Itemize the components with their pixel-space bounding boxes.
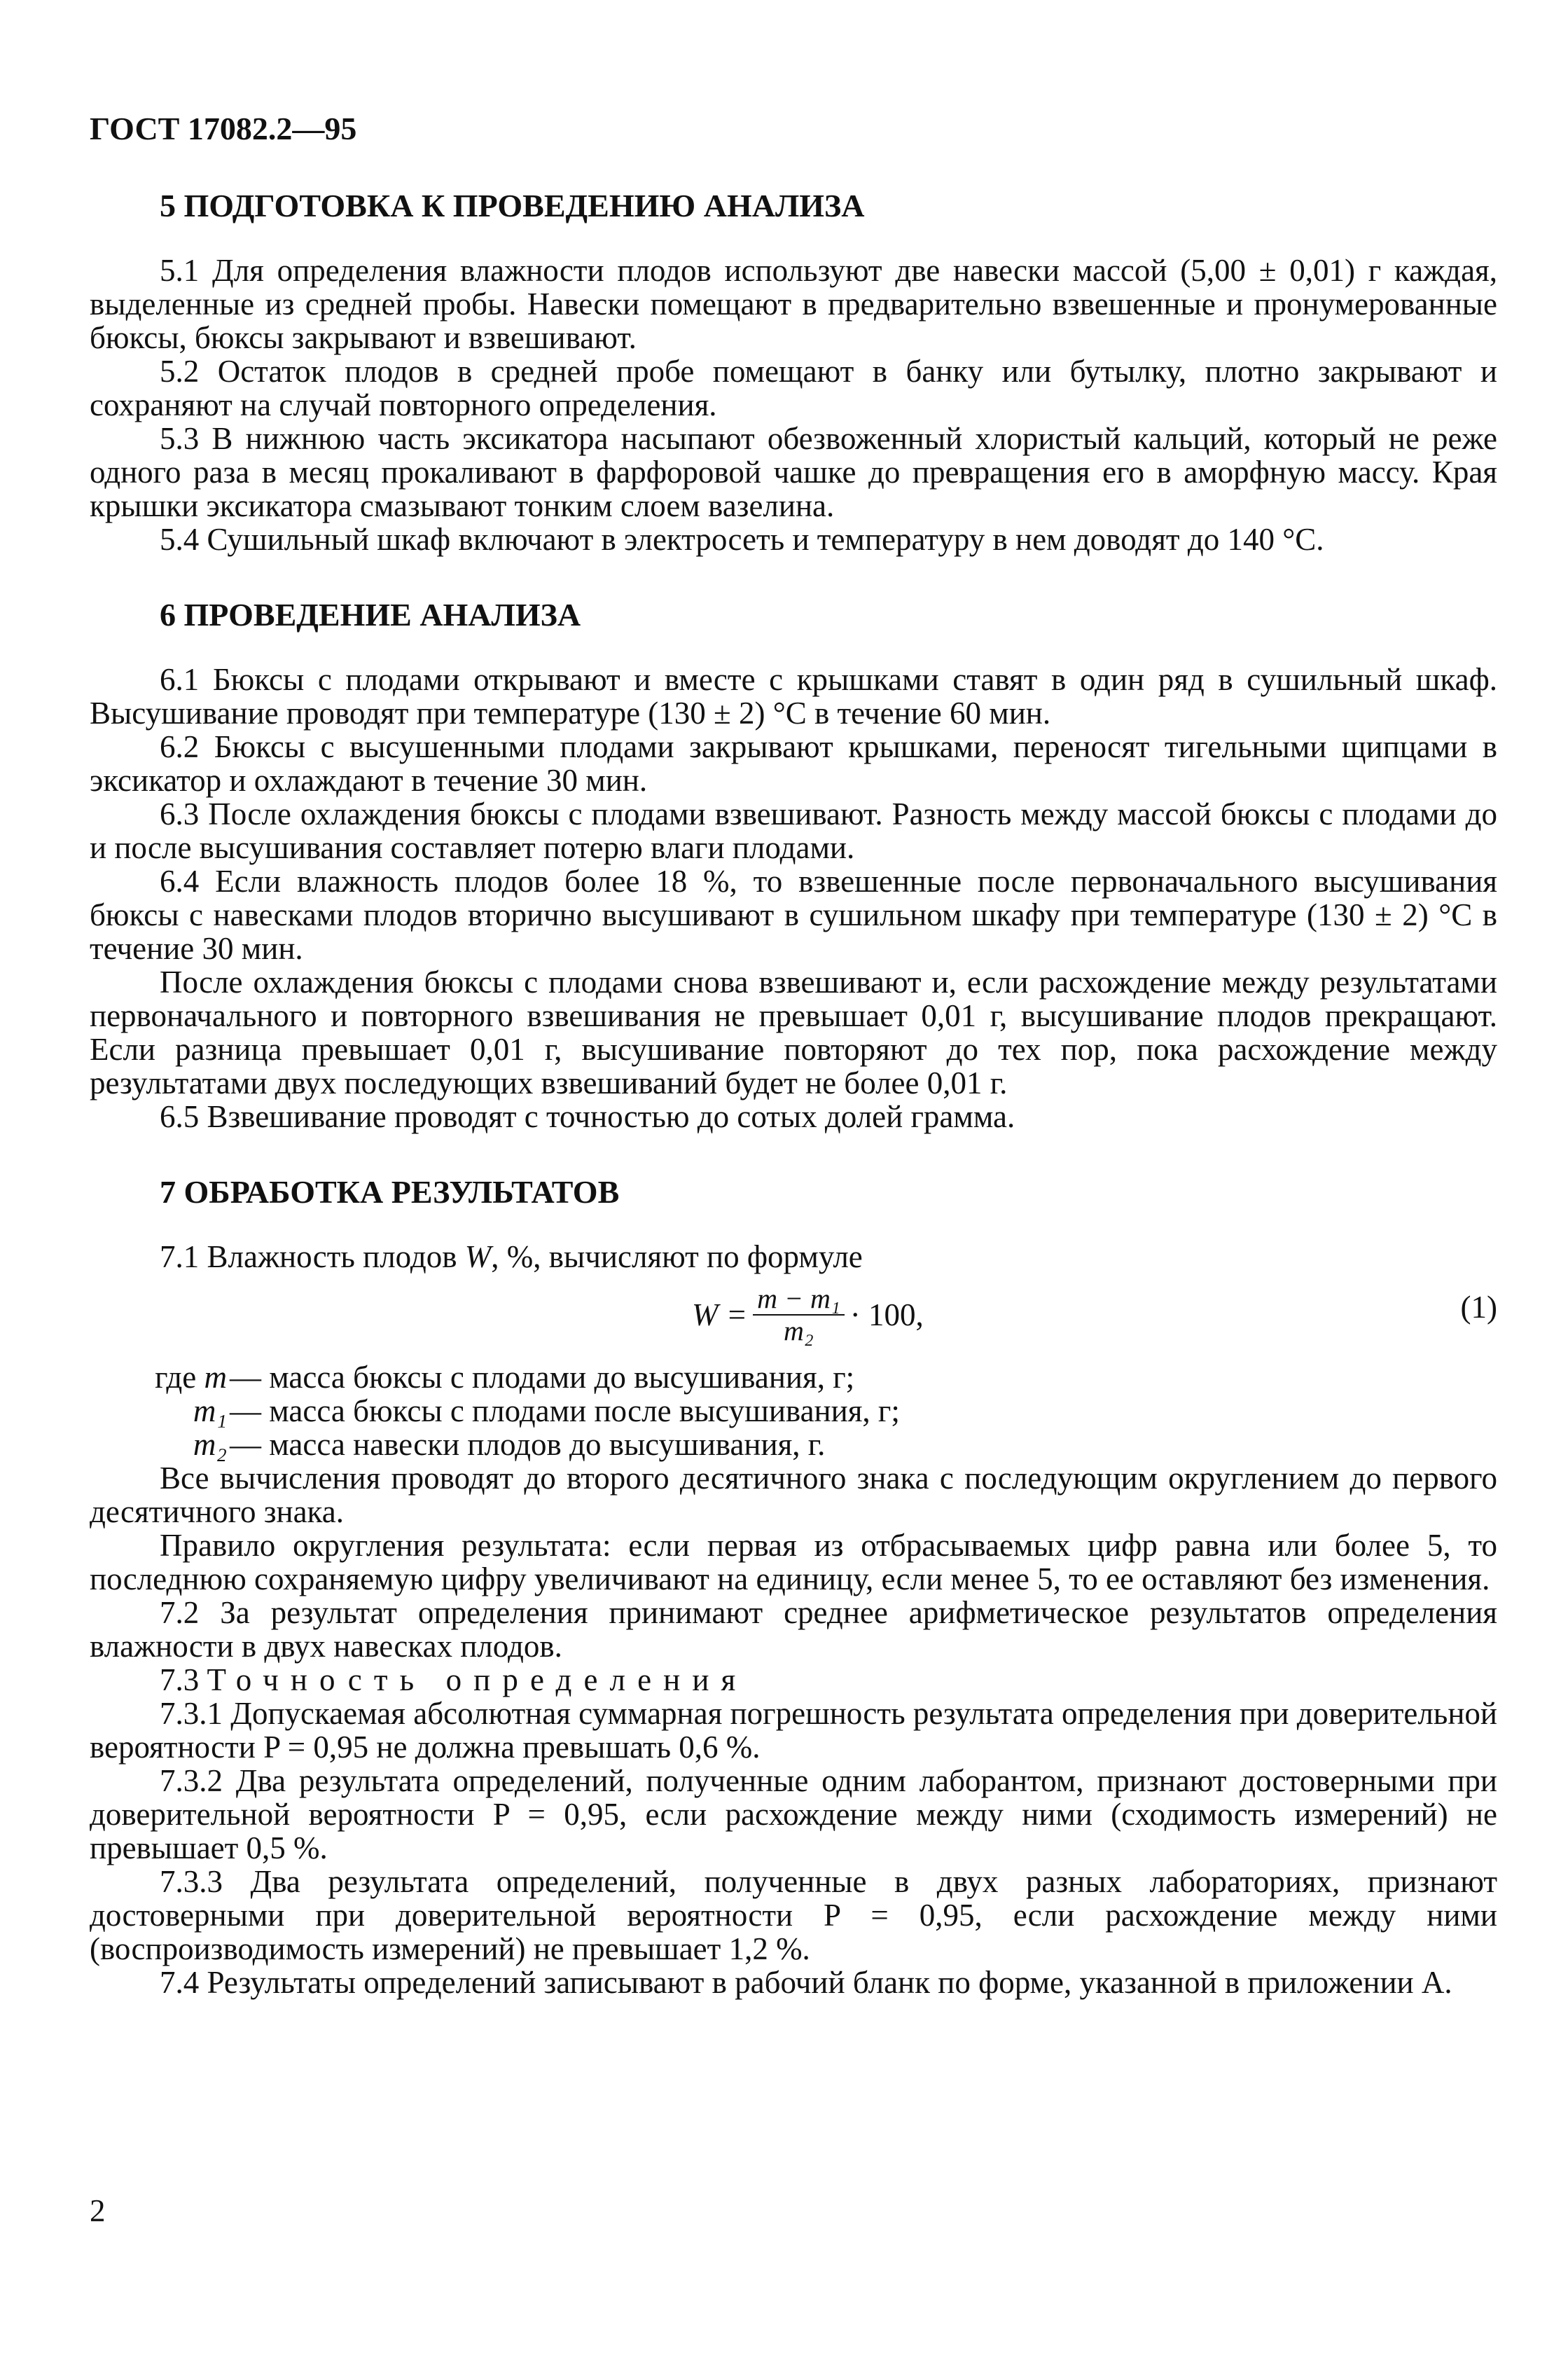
- paragraph-6-4: 6.4 Если влажность плодов более 18 %, то взвешенные после первоначального высушивания бюксы с навесками плодов вторично высушивают в сушильном шкафу при температуре (130 ± 2) °С в течение 30 мин.: [90, 864, 1497, 966]
- paragraph-6-2: 6.2 Бюксы с высушенными плодами закрывают крышками, переносят тигельными щипцами в эксикатор и охлаждают в течение 30 мин.: [90, 729, 1497, 798]
- formula-definitions: [90, 1360, 1497, 1461]
- definition-prefix: где: [155, 1360, 204, 1395]
- p71-pre: 7.1 Влажность плодов: [160, 1239, 465, 1274]
- definition-m: [90, 1360, 1497, 1394]
- definition-m1: [90, 1394, 1497, 1428]
- document-page: [90, 112, 1497, 1999]
- definition-text: — масса бюксы с плодами до высушивания, г;: [230, 1360, 855, 1395]
- definition-symbol: m: [204, 1360, 227, 1395]
- paragraph-7-3-3: 7.3.3 Два результата определений, полученные в двух разных лабораториях, признают достоверными при доверительной вероятности P = 0,95, если расхождение между ними (воспроизводимость измерений) не превышает 1,2 %.: [90, 1864, 1497, 1966]
- paragraph-6-4-cont: После охлаждения бюксы с плодами снова взвешивают и, если расхождение между результатами первоначального и повторного взвешивания не превышает 0,01 г, высушивание плодов прекращают. Если разница превышает 0,01 г, высушивание повторяют до тех пор, пока расхождение между результатами двух последующих взвешиваний будет не более 0,01 г.: [90, 965, 1497, 1100]
- p73-number: 7.3: [160, 1662, 207, 1697]
- paragraph-6-5: 6.5 Взвешивание проводят с точностью до сотых долей грамма.: [160, 1099, 1015, 1134]
- section-6-title: 6 ПРОВЕДЕНИЕ АНАЛИЗА: [160, 597, 581, 633]
- formula-fraction: [753, 1283, 845, 1346]
- formula-lhs: W =: [692, 1297, 748, 1332]
- definition-symbol: m₁: [193, 1393, 227, 1428]
- definition-text: — масса бюксы с плодами после высушивания, г;: [230, 1393, 900, 1428]
- paragraph-6-3: 6.3 После охлаждения бюксы с плодами взвешивают. Разность между массой бюксы с плодами до и после высушивания составляет потерю влаги плодами.: [90, 796, 1497, 865]
- formula-rest: · 100,: [849, 1297, 924, 1332]
- p73-title: Точность определения: [207, 1662, 748, 1697]
- paragraph-5-2: 5.2 Остаток плодов в средней пробе помещают в банку или бутылку, плотно закрывают и сохраняют на случай повторного определения.: [90, 354, 1497, 422]
- paragraph-7-1: [90, 1240, 1497, 1274]
- section-5-title: 5 ПОДГОТОВКА К ПРОВЕДЕНИЮ АНАЛИЗА: [160, 188, 865, 223]
- paragraph-7-3: [90, 1663, 1497, 1697]
- paragraph-7-3-2: 7.3.2 Два результата определений, полученные одним лаборантом, признают достоверными при доверительной вероятности P = 0,95, если расхождение между ними (сходимость измерений) не превышает 0,5 %.: [90, 1763, 1497, 1865]
- paragraph-5-1: 5.1 Для определения влажности плодов используют две навески массой (5,00 ± 0,01) г каждая, выделенные из средней пробы. Навески помещают в предварительно взвешенные и пронумерованные бюксы, бюксы закрывают и взвешивают.: [90, 253, 1497, 355]
- definition-m2: [90, 1428, 1497, 1461]
- paragraph-5-3: 5.3 В нижнюю часть эксикатора насыпают обезвоженный хлористый кальций, который не реже одного раза в месяц прокаливают в фарфоровой чашке до превращения его в аморфную массу. Края крышки эксикатора смазывают тонким слоем вазелина.: [90, 421, 1497, 523]
- paragraph-7-1-note: Все вычисления проводят до второго десятичного знака с последующим округлением до первого десятичного знака.: [90, 1461, 1497, 1529]
- p71-post: , %, вычисляют по формуле: [491, 1239, 863, 1274]
- formula-numerator: m − m₁: [753, 1283, 845, 1316]
- section-7-title: 7 ОБРАБОТКА РЕЗУЛЬТАТОВ: [160, 1174, 620, 1210]
- paragraph-7-4: 7.4 Результаты определений записывают в рабочий бланк по форме, указанной в приложении А.: [160, 1965, 1452, 2000]
- paragraph-7-3-1: 7.3.1 Допускаемая абсолютная суммарная погрешность результата определения при доверительной вероятности P = 0,95 не должна превышать 0,6 %.: [90, 1696, 1497, 1765]
- formula-body: [692, 1283, 924, 1346]
- definition-text: — масса навески плодов до высушивания, г.: [230, 1427, 826, 1462]
- paragraph-rounding-rule: Правило округления результата: если первая из отбрасываемых цифр равна или более 5, то последнюю сохраняемую цифру увеличивают на единицу, если менее 5, то ее оставляют без изменения.: [90, 1528, 1497, 1596]
- paragraph-7-2: 7.2 За результат определения принимают среднее арифметическое результатов определения влажности в двух навесках плодов.: [90, 1595, 1497, 1664]
- formula-1: [90, 1276, 1497, 1353]
- formula-denominator: m₂: [784, 1315, 814, 1346]
- equation-number: (1): [1460, 1290, 1497, 1325]
- paragraph-5-4: 5.4 Сушильный шкаф включают в электросеть и температуру в нем доводят до 140 °С.: [160, 522, 1324, 557]
- definition-symbol: m₂: [193, 1427, 227, 1462]
- page-number: 2: [90, 2193, 106, 2228]
- p71-symbol: W: [464, 1239, 492, 1274]
- paragraph-6-1: 6.1 Бюксы с плодами открывают и вместе с крышками ставят в один ряд в сушильный шкаф. Высушивание проводят при температуре (130 ± 2) °С в течение 60 мин.: [90, 662, 1497, 731]
- document-header: ГОСТ 17082.2—95: [90, 111, 357, 146]
